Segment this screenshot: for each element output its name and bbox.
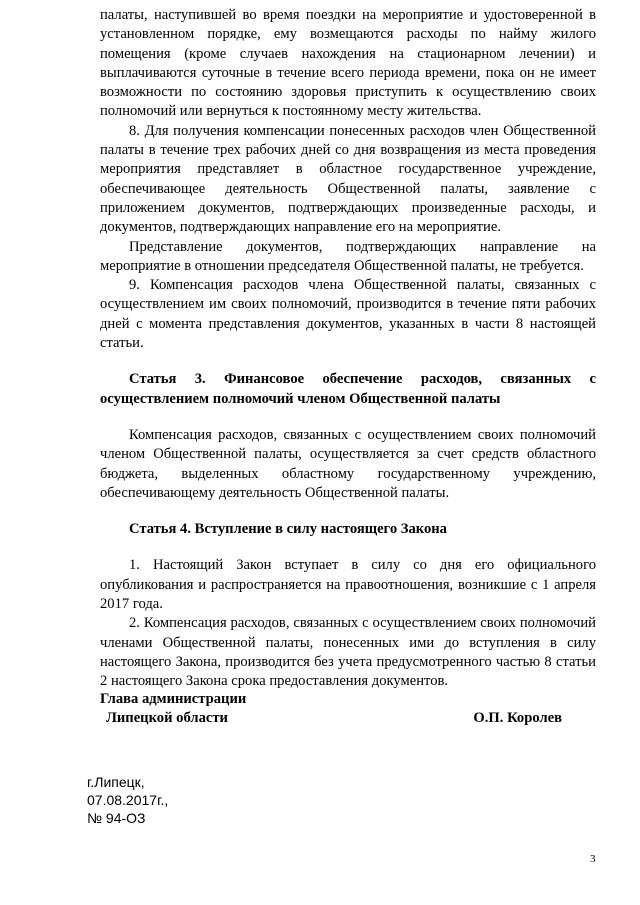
law-number: № 94-ОЗ	[87, 810, 146, 826]
signatory-title-line2: Липецкой области	[106, 710, 228, 726]
paragraph-8-note: Представление документов, подтверждающих направление на мероприятие в отношении председателя Общественной палаты, не требуется.	[100, 238, 596, 274]
document-body	[100, 6, 596, 692]
place-date-number	[87, 773, 168, 827]
signature-block	[100, 690, 596, 728]
signatory-title-line1: Глава администрации	[100, 691, 247, 707]
city: г.Липецк,	[87, 774, 145, 790]
paragraph-8: 8. Для получения компенсации понесенных расходов член Общественной палаты в течение трех рабочих дней со дня возвращения из места проведения мероприятия представляет в областное государственное учреждение, обеспечивающее деятельность Общественной палаты, заявление с приложением документов, подтверждающих произведенные расходы, и документов, подтверждающих направление его на мероприятие.	[100, 122, 596, 236]
paragraph-9: 9. Компенсация расходов члена Общественной палаты, связанных с осуществлением им своих полномочий, производится в течение пяти рабочих дней с момента представления документов, указанных в части 8 настоящей статьи.	[100, 277, 596, 352]
article-3-title: Статья 3. Финансовое обеспечение расходов, связанных с осуществлением полномочий членом Общественной палаты	[100, 371, 596, 407]
article-4-title: Статья 4. Вступление в силу настоящего Закона	[129, 521, 447, 538]
paragraph-continuation: палаты, наступившей во время поездки на мероприятие и удостоверенной в установленном порядке, ему возмещаются расходы по найму жилого помещения (кроме случаев нахождения на стационарном лечении) и выплачиваются суточные в течение всего периода времени, пока он не имеет возможности по состоянию здоровья приступить к осуществлению своих полномочий или вернуться к постоянному месту жительства.	[100, 7, 596, 120]
page-number: 3	[590, 853, 596, 865]
article-4-paragraph-2: 2. Компенсация расходов, связанных с осуществлением своих полномочий членами Общественной палаты, понесенных ими до вступления в силу настоящего Закона, производится без учета предусмотренного частью 8 статьи 2 настоящего Закона срока предоставления документов.	[100, 615, 596, 690]
article-4-paragraph-1: 1. Настоящий Закон вступает в силу со дня его официального опубликования и распространяется на правоотношения, возникшие с 1 апреля 2017 года.	[100, 557, 596, 613]
signatory-name: О.П. Королев	[473, 710, 562, 726]
article-3-text: Компенсация расходов, связанных с осуществлением своих полномочий членом Общественной палаты, осуществляется за счет средств областного бюджета, выделенных областному государственному учреждению, обеспечивающему деятельность Общественной палаты.	[100, 426, 596, 501]
date: 07.08.2017г.,	[87, 792, 169, 808]
